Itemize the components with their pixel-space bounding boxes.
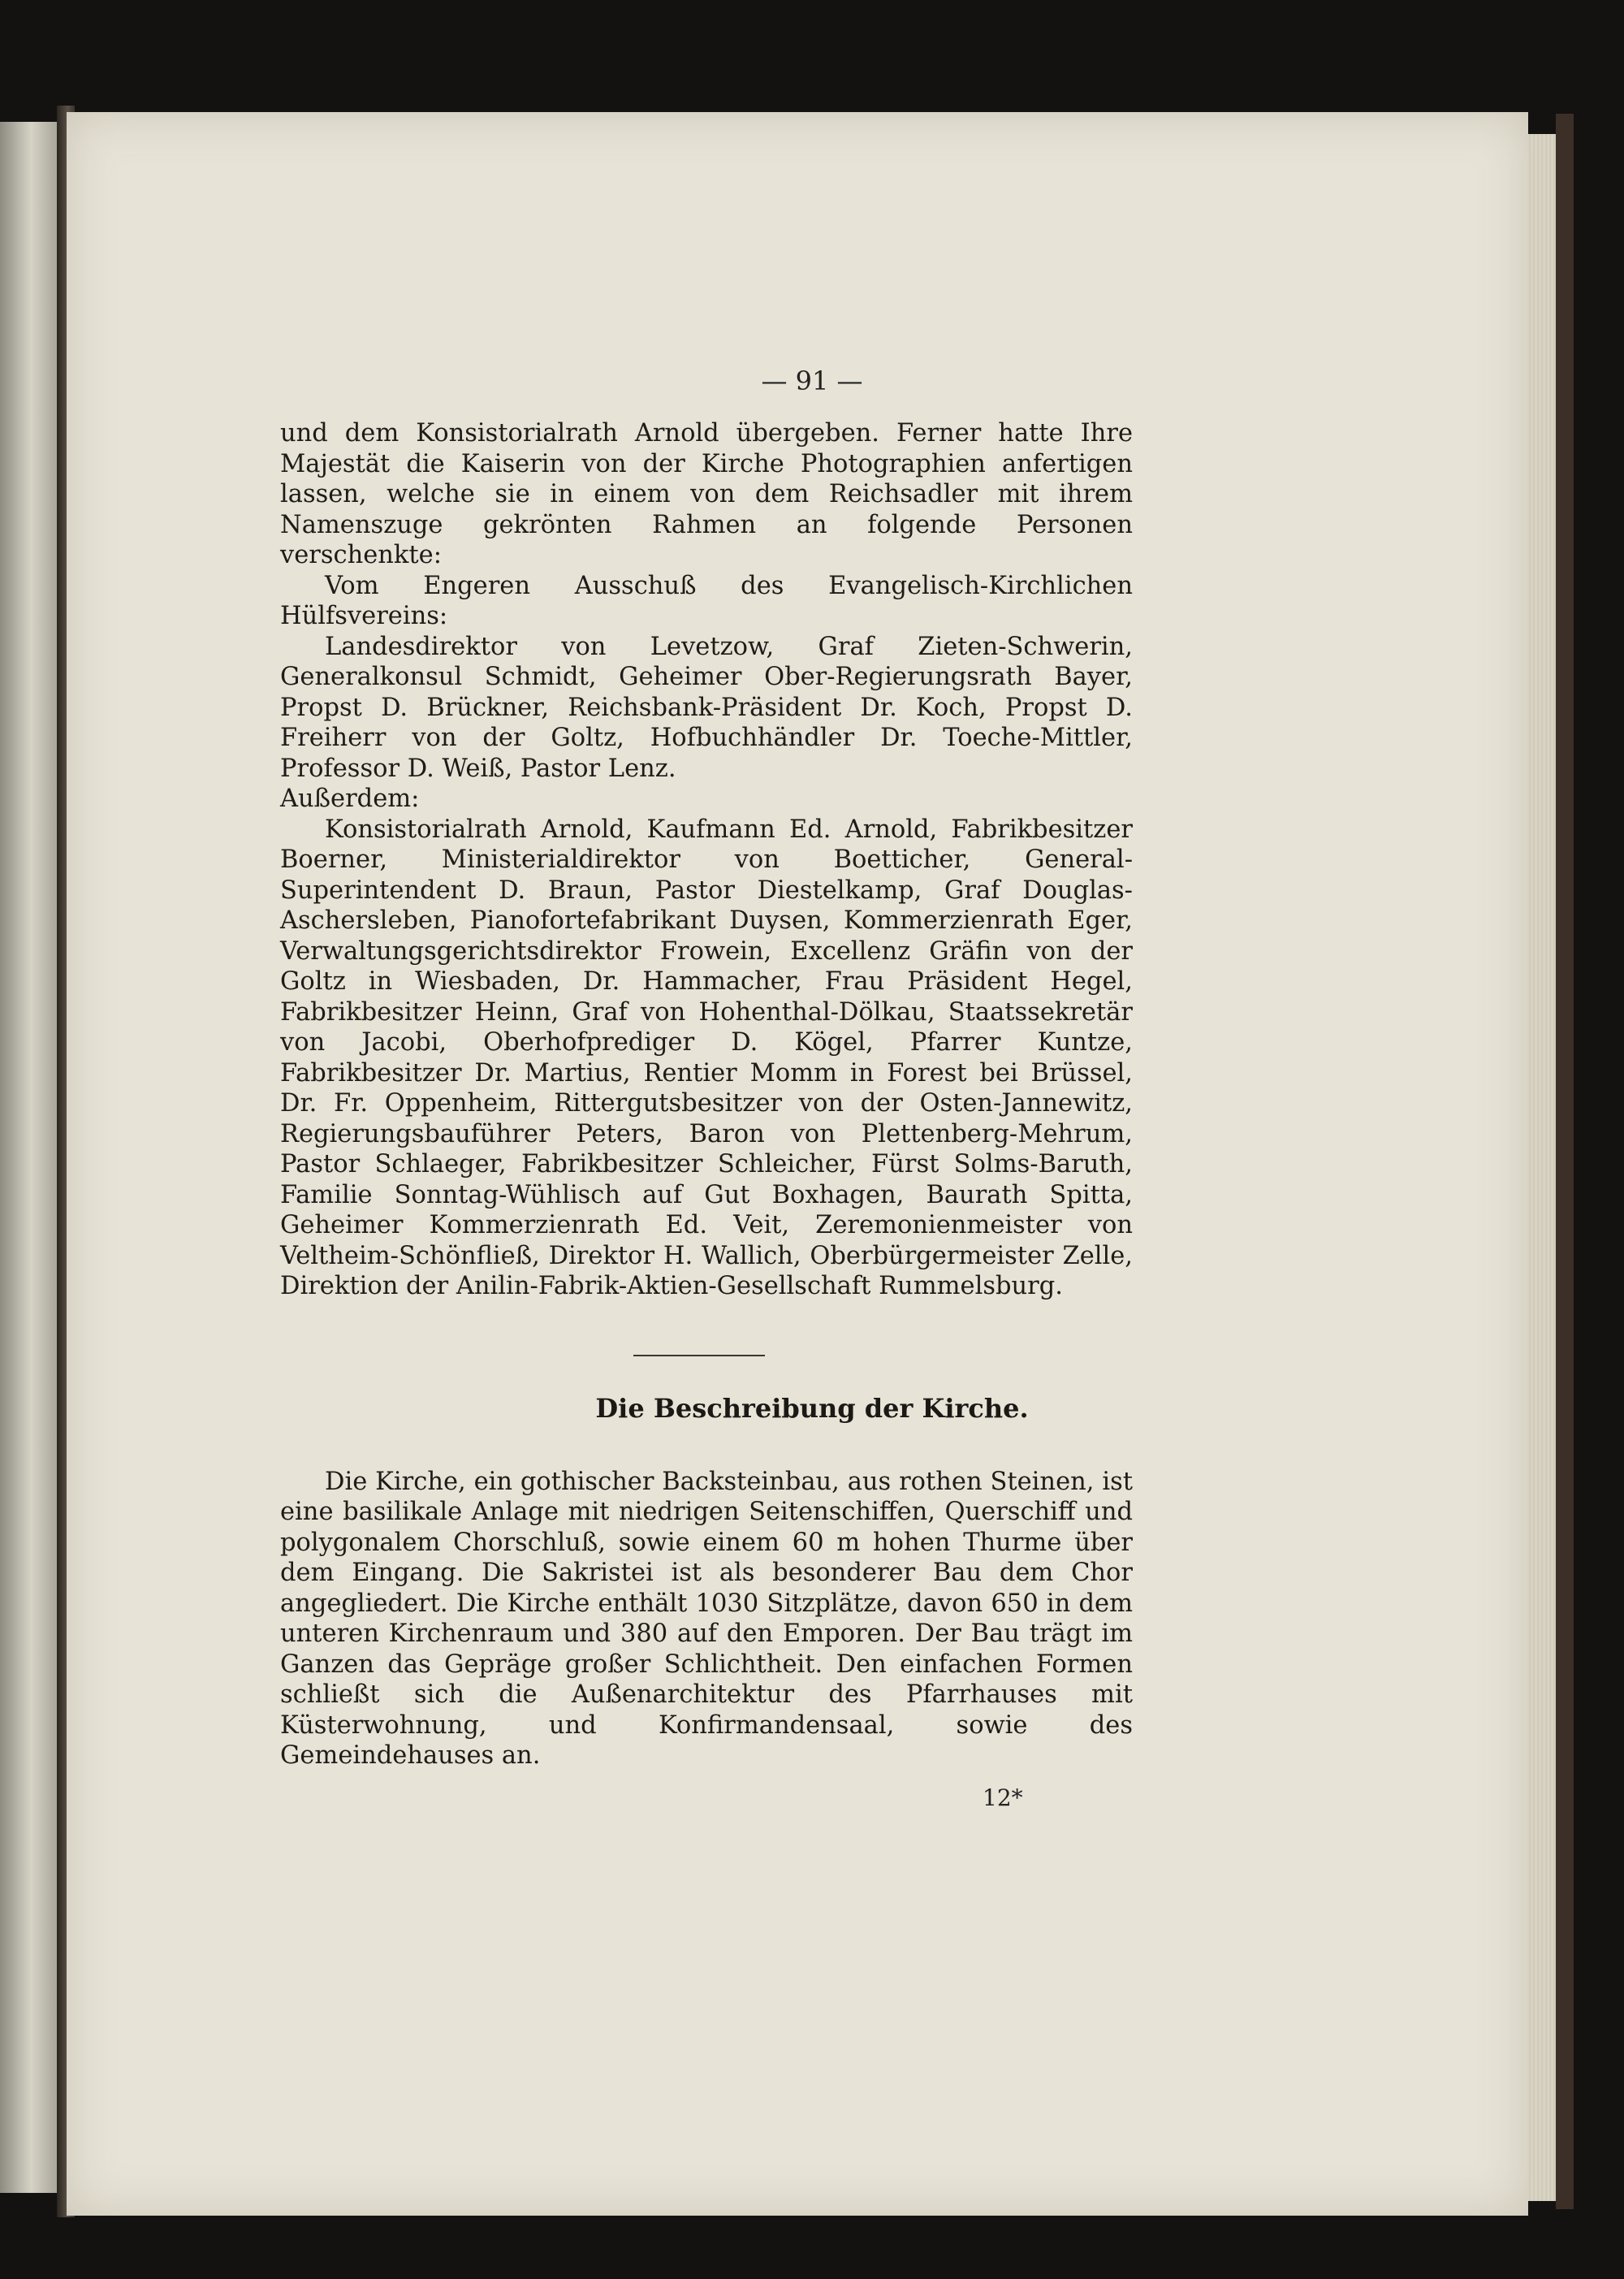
paragraph: Landesdirektor von Levetzow, Graf Zieten-Schwerin, Generalkonsul Schmidt, Geheimer Ober-Regierungsrath Bayer, Propst D. Brückner, Reichsbank-Präsident Dr. Koch, Propst D. Freiherr von der Goltz, Hofbuchhändler Dr. Toeche-Mittler, Professor D. Weiß, Pastor Lenz. — [280, 632, 1133, 783]
section-divider — [633, 1355, 765, 1356]
signature-mark: 12* — [983, 1784, 1023, 1811]
paragraph: Die Kirche, ein gothischer Backsteinbau, aus rothen Steinen, ist eine basilikale Anlage mit niedrigen Seitenschiffen, Querschiff und polygonalem Chorschluß, sowie einem 60 m hohen Thurme über dem Eingang. Die Sakristei ist als besonderer Bau dem Chor angegliedert. Die Kirche enthält 1030 Sitzplätze, davon 650 in dem unteren Kirchenraum und 380 auf den Emporen. Der Bau trägt im Ganzen das Gepräge großer Schlichtheit. Den einfachen Formen schließt sich die Außenarchitektur des Pfarrhauses mit Küsterwohnung, und Konfirmandensaal, sowie des Gemeindehauses an. — [280, 1467, 1133, 1770]
section-heading: Die Beschreibung der Kirche. — [595, 1393, 1029, 1424]
paragraph: und dem Konsistorialrath Arnold übergeben. Ferner hatte Ihre Majestät die Kaiserin von der Kirche Photographien anfertigen lassen, welche sie in einem von dem Reichsadler mit ihrem Namenszuge gekrönten Rahmen an folgende Personen verschenkte: — [280, 419, 1133, 569]
paragraph: Konsistorialrath Arnold, Kaufmann Ed. Arnold, Fabrikbesitzer Boerner, Ministerialdirektor von Boetticher, General-Superintendent D. Braun, Pastor Diestelkamp, Graf Douglas-Aschersleben, Pianofortefabrikant Duysen, Kommerzienrath Eger, Verwaltungsgerichtsdirektor Frowein, Excellenz Gräfin von der Goltz in Wiesbaden, Dr. Hammacher, Frau Präsident Hegel, Fabrikbesitzer Heinn, Graf von Hohenthal-Dölkau, Staatssekretär von Jacobi, Oberhofprediger D. Kögel, Pfarrer Kuntze, Fabrikbesitzer Dr. Martius, Rentier Momm in Forest bei Brüssel, Dr. Fr. Oppenheim, Rittergutsbesitzer von der Osten-Jannewitz, Regierungsbauführer Peters, Baron von Plettenberg-Mehrum, Pastor Schlaeger, Fabrikbesitzer Schleicher, Fürst Solms-Baruth, Familie Sonntag-Wühlisch auf Gut Boxhagen, Baurath Spitta, Geheimer Kommerzienrath Ed. Veit, Zeremonienmeister von Veltheim-Schönfließ, Direktor H. Wallich, Oberbürgermeister Zelle, Direktion der Anilin-Fabrik-Aktien-Gesellschaft Rummelsburg. — [280, 815, 1133, 1300]
body-text-section-1 — [280, 418, 1133, 1302]
page-number-header: — 91 — — [761, 365, 863, 396]
left-page-edge — [0, 122, 57, 2193]
page-block-edge — [1528, 134, 1556, 2201]
body-text-section-2 — [280, 1442, 1133, 1796]
book-cover-edge — [1556, 114, 1574, 2209]
paragraph: Außerdem: — [280, 785, 420, 813]
paragraph: Vom Engeren Ausschuß des Evangelisch-Kirchlichen Hülfsvereins: — [280, 571, 1133, 630]
